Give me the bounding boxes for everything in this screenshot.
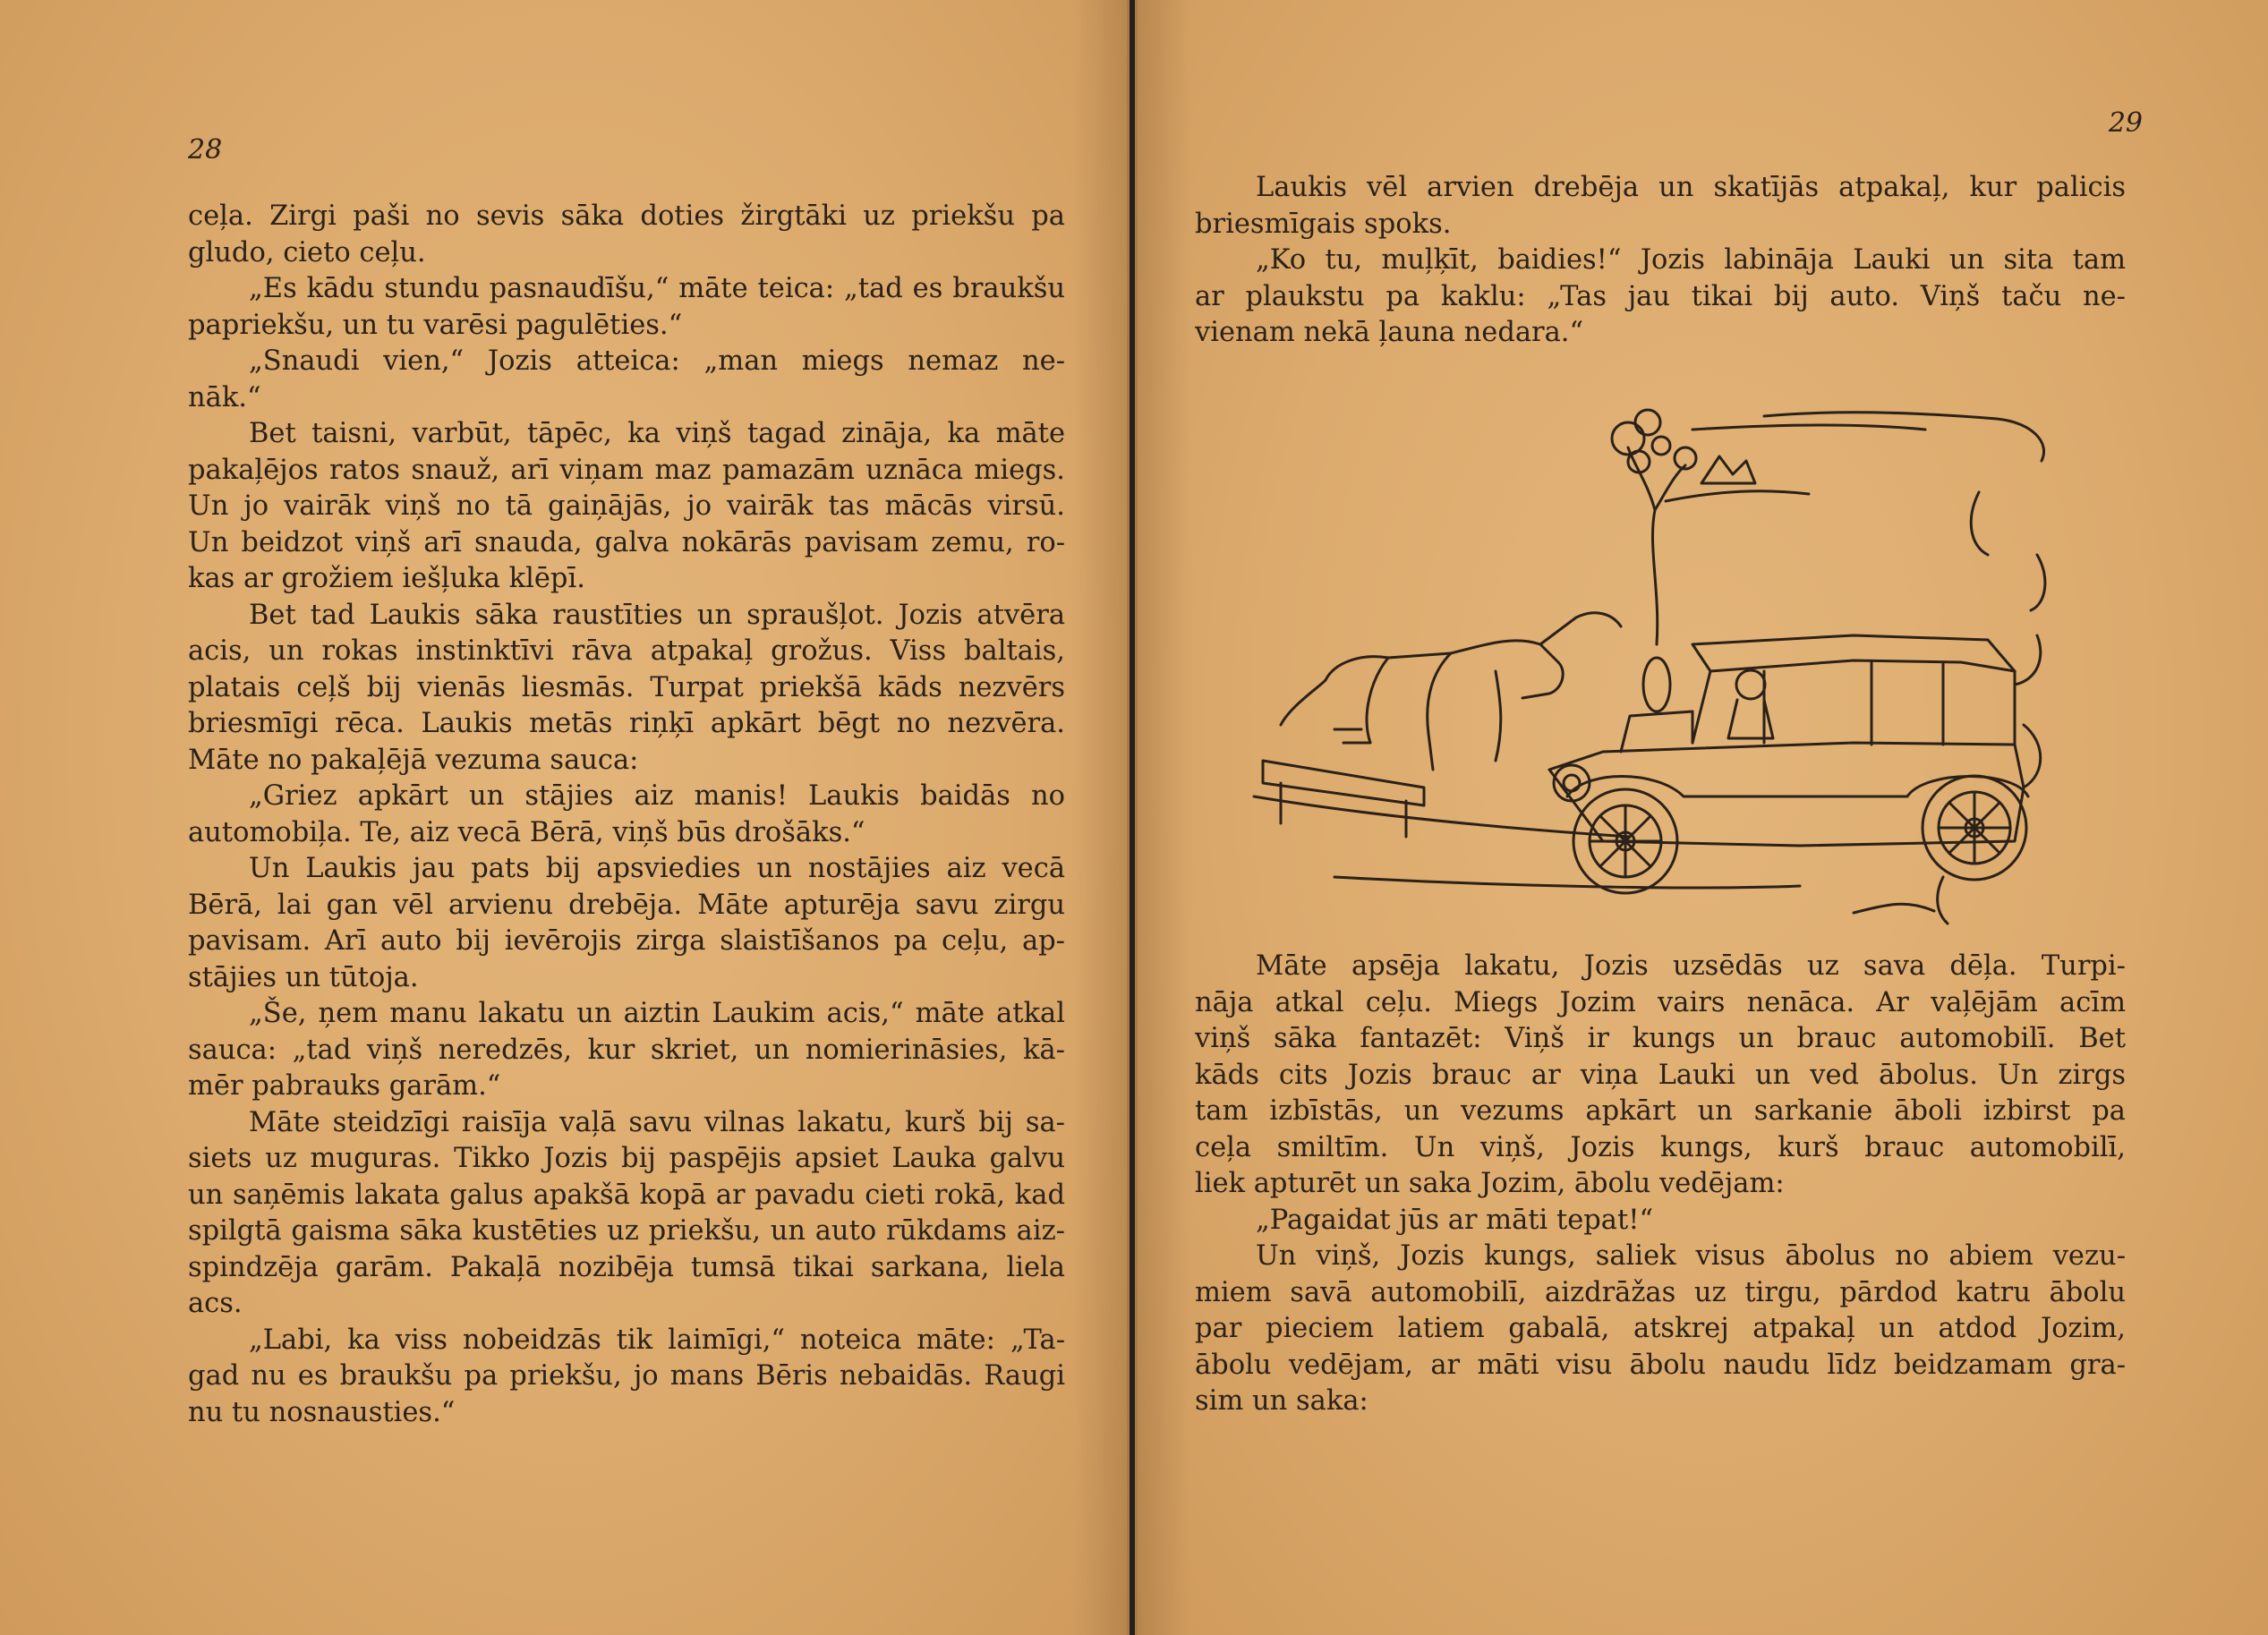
- text-line: miem savā automobilī, aizdrāžas uz tirgu, pārdod katru ābolu: [1195, 1276, 2126, 1308]
- text-line: kāds cits Jozis brauc ar viņa Lauki un ved ābolus. Un zirgs: [1195, 1059, 2126, 1091]
- text-line: ar plaukstu pa kaklu: „Tas jau tikai bij auto. Viņš taču ne-: [1195, 280, 2126, 312]
- text-line: „Ko tu, muļķīt, baidies!“ Jozis labināja Lauki un sita tam: [1256, 244, 2126, 276]
- text-line: Māte apsēja lakatu, Jozis uzsēdās uz sava dēļa. Turpi-: [1256, 950, 2126, 982]
- text-line: „Še, ņem manu lakatu un aiztin Laukim acis,“ māte atkal: [249, 998, 1065, 1029]
- text-line: gludo, cieto ceļu.: [188, 236, 426, 268]
- text-line: Un beidzot viņš arī snauda, galva nokārās pavisam zemu, ro-: [188, 526, 1065, 558]
- text-line: Un jo vairāk viņš no tā gaiņājās, jo vairāk tas mācās virsū.: [188, 490, 1065, 522]
- body-text: [188, 199, 1065, 1431]
- text-line: Un Laukis jau pats bij apsviedies un nostājies aiz vecā: [249, 853, 1065, 884]
- text-line: spindzēja garām. Pakaļā nozibēja tumsā tikai sarkana, liela: [188, 1251, 1065, 1283]
- car-and-horse-illustration: [1227, 376, 2140, 931]
- text-line: acs.: [188, 1288, 243, 1319]
- text-line: par pieciem latiem gabalā, atskrej atpakaļ un atdod Jozim,: [1195, 1313, 2126, 1344]
- text-line: stājies un tūtoja.: [188, 961, 419, 993]
- text-line: acis, un rokas instinktīvi rāva atpakaļ grožus. Viss baltais,: [188, 635, 1065, 667]
- text-line: briesmīgi rēca. Laukis metās riņķī apkārt bēgt no nezvēra.: [188, 708, 1065, 739]
- text-line: pavisam. Arī auto bij ievērojis zirga slaistīšanos pa ceļu, ap-: [188, 925, 1065, 957]
- text-line: briesmīgais spoks.: [1195, 208, 1452, 240]
- text-line: papriekšu, un tu varēsi pagulēties.“: [188, 309, 683, 341]
- text-line: un saņēmis lakata galus apakšā kopā ar pavadu cieti rokā, kad: [188, 1179, 1065, 1211]
- text-line: nāja atkal ceļu. Miegs Jozim vairs nenāca. Ar vaļējām acīm: [1195, 986, 2126, 1018]
- text-line: Un viņš, Jozis kungs, saliek visus ābolus no abiem vezu-: [1256, 1240, 2126, 1272]
- text-line: liek apturēt un saka Jozim, ābolu vedējam:: [1195, 1168, 1785, 1199]
- text-line: ceļa smiltīm. Un viņš, Jozis kungs, kurš brauc automobilī,: [1195, 1131, 2126, 1163]
- text-line: Bērā, lai gan vēl arvienu drebēja. Māte apturēja savu zirgu: [188, 889, 1065, 921]
- text-line: „Snaudi vien,“ Jozis atteica: „man miegs nemaz ne-: [249, 345, 1065, 377]
- left-page: [0, 0, 1130, 1635]
- right-page: [1135, 0, 2268, 1635]
- text-line: mēr pabrauks garām.“: [188, 1070, 501, 1102]
- text-line: Māte steidzīgi raisīja vaļā savu vilnas lakatu, kurš bij sa-: [249, 1106, 1065, 1138]
- text-line: siets uz muguras. Tikko Jozis bij paspējis apsiet Lauka galvu: [188, 1143, 1065, 1174]
- text-line: sauca: „tad viņš neredzēs, kur skriet, un nomierināsies, kā-: [188, 1034, 1065, 1066]
- text-line: nu tu nosnausties.“: [188, 1396, 456, 1428]
- text-line: automobiļa. Te, aiz vecā Bērā, viņš būs drošāks.“: [188, 816, 865, 848]
- text-line: Māte no pakaļējā vezuma sauca:: [188, 744, 639, 776]
- text-line: vienam nekā ļauna nedara.“: [1195, 317, 1584, 348]
- body-text-bottom: [1195, 949, 2126, 1420]
- text-line: gad nu es braukšu pa priekšu, jo mans Bēris nebaidās. Raugi: [188, 1360, 1065, 1392]
- text-line: pakaļējos ratos snauž, arī viņam maz pamazām uznāca miegs.: [188, 454, 1065, 486]
- text-line: viņš sāka fantazēt: Viņš ir kungs un brauc automobilī. Bet: [1195, 1023, 2126, 1054]
- text-line: nāk.“: [188, 381, 261, 413]
- body-text-top: [1195, 170, 2126, 352]
- text-line: Bet tad Laukis sāka raustīties un spraušļot. Jozis atvēra: [249, 599, 1065, 631]
- text-line: platais ceļš bij vienās liesmās. Turpat priekšā kāds nezvērs: [188, 671, 1065, 703]
- text-line: Laukis vēl arvien drebēja un skatījās atpakaļ, kur palicis: [1256, 172, 2126, 203]
- text-line: Bet taisni, varbūt, tāpēc, ka viņš tagad zināja, ka māte: [249, 418, 1065, 449]
- page-number: 29: [2108, 107, 2143, 139]
- text-line: tam izbīstās, un vezums apkārt un sarkanie āboli izbirst pa: [1195, 1095, 2126, 1127]
- text-line: kas ar grožiem iešļuka klēpī.: [188, 563, 585, 594]
- text-line: „Es kādu stundu pasnaudīšu,“ māte teica: „tad es braukšu: [249, 273, 1065, 304]
- text-line: ceļa. Zirgi paši no sevis sāka doties žirgtāki uz priekšu pa: [188, 200, 1065, 232]
- text-line: sim un saka:: [1195, 1385, 1368, 1417]
- text-line: „Griez apkārt un stājies aiz manis! Laukis baidās no: [249, 780, 1065, 812]
- text-line: „Pagaidat jūs ar māti tepat!“: [1256, 1204, 1654, 1236]
- page-number: 28: [188, 134, 223, 166]
- text-line: spilgtā gaisma sāka kustēties uz priekšu, un auto rūkdams aiz-: [188, 1215, 1065, 1247]
- text-line: „Labi, ka viss nobeidzās tik laimīgi,“ noteica māte: „Ta-: [249, 1324, 1065, 1356]
- text-line: ābolu vedējam, ar māti visu ābolu naudu līdz beidzamam gra-: [1195, 1349, 2126, 1381]
